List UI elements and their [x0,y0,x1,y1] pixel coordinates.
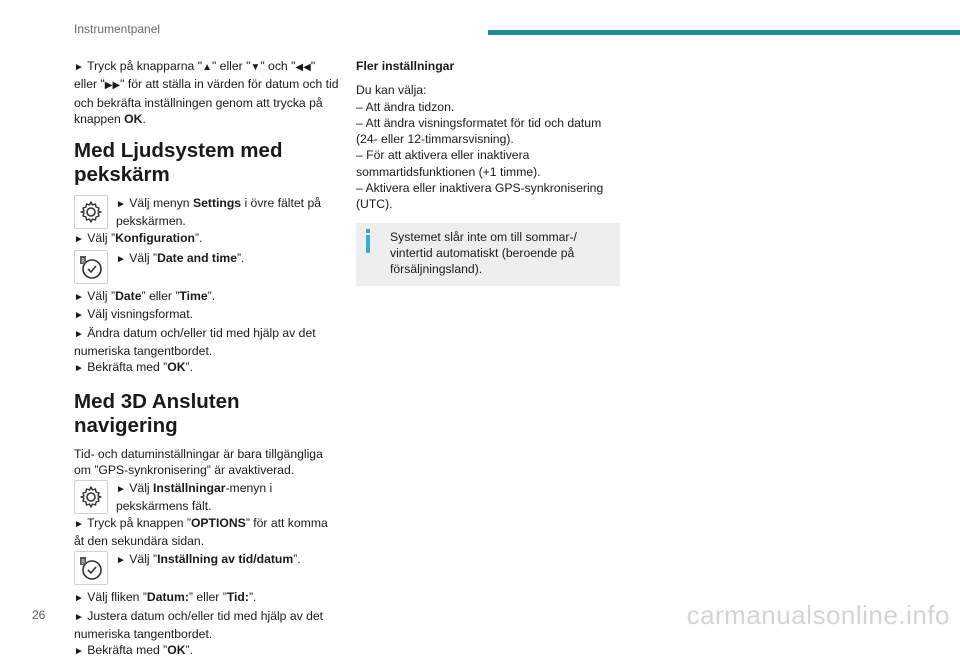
options-intro: Du kan välja: [356,83,427,98]
running-header: Instrumentpanel [74,22,161,36]
step-text: ► Bekräfta med ”OK”. [74,360,193,375]
step-settings: ► Välj Inställningar-menyn i pekskärmens fält. [74,480,340,515]
info-text: Systemet slår inte om till sommar-/ vintertid automatiskt (beroende på försäljningsland). [390,229,577,277]
option-item: – För att aktivera eller inaktivera sommartidsfunktionen (+1 timme). [356,148,541,179]
bullet-icon: ► [116,199,126,211]
option-item: – Att ändra visningsformatet för tid och datum (24- eller 12-timmarsvisning). [356,115,602,147]
left-column [74,58,340,661]
info-icon-bar [366,235,370,253]
option-item: – Aktivera eller inaktivera GPS-synkronisering (UTC). [356,181,604,212]
section-heading-navigation: Med 3D Ansluten navigering [74,389,240,437]
bullet-icon: ► [116,484,126,496]
step-date-time: 8 ► Välj ”Inställning av tid/datum”. [74,551,340,585]
step-date-time: 8 ► Välj ”Date and time”. [74,250,340,284]
info-box [356,223,620,286]
gear-icon [74,195,108,229]
bullet-icon: ► [74,646,84,658]
step-text: ► Välj ”Date” eller ”Time”. [74,289,216,304]
bullet-icon: ► [74,611,84,623]
step-text: ► Bekräfta med ”OK”. [74,643,193,658]
step-text: ► Välj ”Konfiguration”. [74,230,203,245]
bullet-icon: ► [116,555,126,567]
bullet-icon: ► [74,62,84,73]
bullet-icon: ► [74,518,84,530]
bullet-icon: ► [116,254,126,266]
watermark: carmanualsonline.info [686,600,950,630]
bullet-icon: ► [74,363,84,375]
bullet-icon: ► [74,233,84,245]
step-text: ► Välj visningsformat. [74,307,193,322]
fast-forward-icon: ▶▶ [104,80,121,92]
header-accent-bar [488,30,960,35]
svg-text:8: 8 [81,559,85,566]
right-column [356,58,620,286]
svg-text:8: 8 [81,258,85,265]
rewind-icon: ◀◀ [295,62,311,73]
clock-icon [74,250,108,284]
section-intro: Tid- och datuminställningar är bara tillgängliga om ”GPS-synkronisering” är avaktiverad. [74,446,323,477]
gear-icon [74,480,108,514]
bullet-icon: ► [74,593,84,605]
step-text: ► Välj fliken ”Datum:” eller ”Tid:”. [74,590,257,605]
step-text: ► Tryck på knappen ”OPTIONS” för att komma åt den sekundära sidan. [74,515,328,549]
step-text: ► Ändra datum och/eller tid med hjälp av det numeriska tangentbordet. [74,325,316,358]
section-heading-touchscreen: Med Ljudsystem med pekskärm [74,139,283,187]
intro-paragraph: ► Tryck på knapparna "▲" eller "▼" och "◀◀" eller "▶▶" för att ställa in värden för datum och tid och bekräfta inställningen genom att trycka på knappen OK. [74,59,339,126]
bullet-icon: ► [74,328,84,340]
step-settings: ► Välj menyn Settings i övre fältet på pekskärmen. [74,195,340,230]
bullet-icon: ► [74,292,84,304]
step-text: ► Justera datum och/eller tid med hjälp av det numeriska tangentbordet. [74,608,324,641]
option-item: – Att ändra tidzon. [356,99,455,114]
bullet-icon: ► [74,310,84,322]
info-icon [366,229,370,233]
clock-icon [74,551,108,585]
page-number: 26 [32,608,46,622]
up-arrow-icon: ▲ [202,62,212,73]
down-arrow-icon: ▼ [250,62,261,73]
subheading-more-settings: Fler inställningar [356,59,455,73]
